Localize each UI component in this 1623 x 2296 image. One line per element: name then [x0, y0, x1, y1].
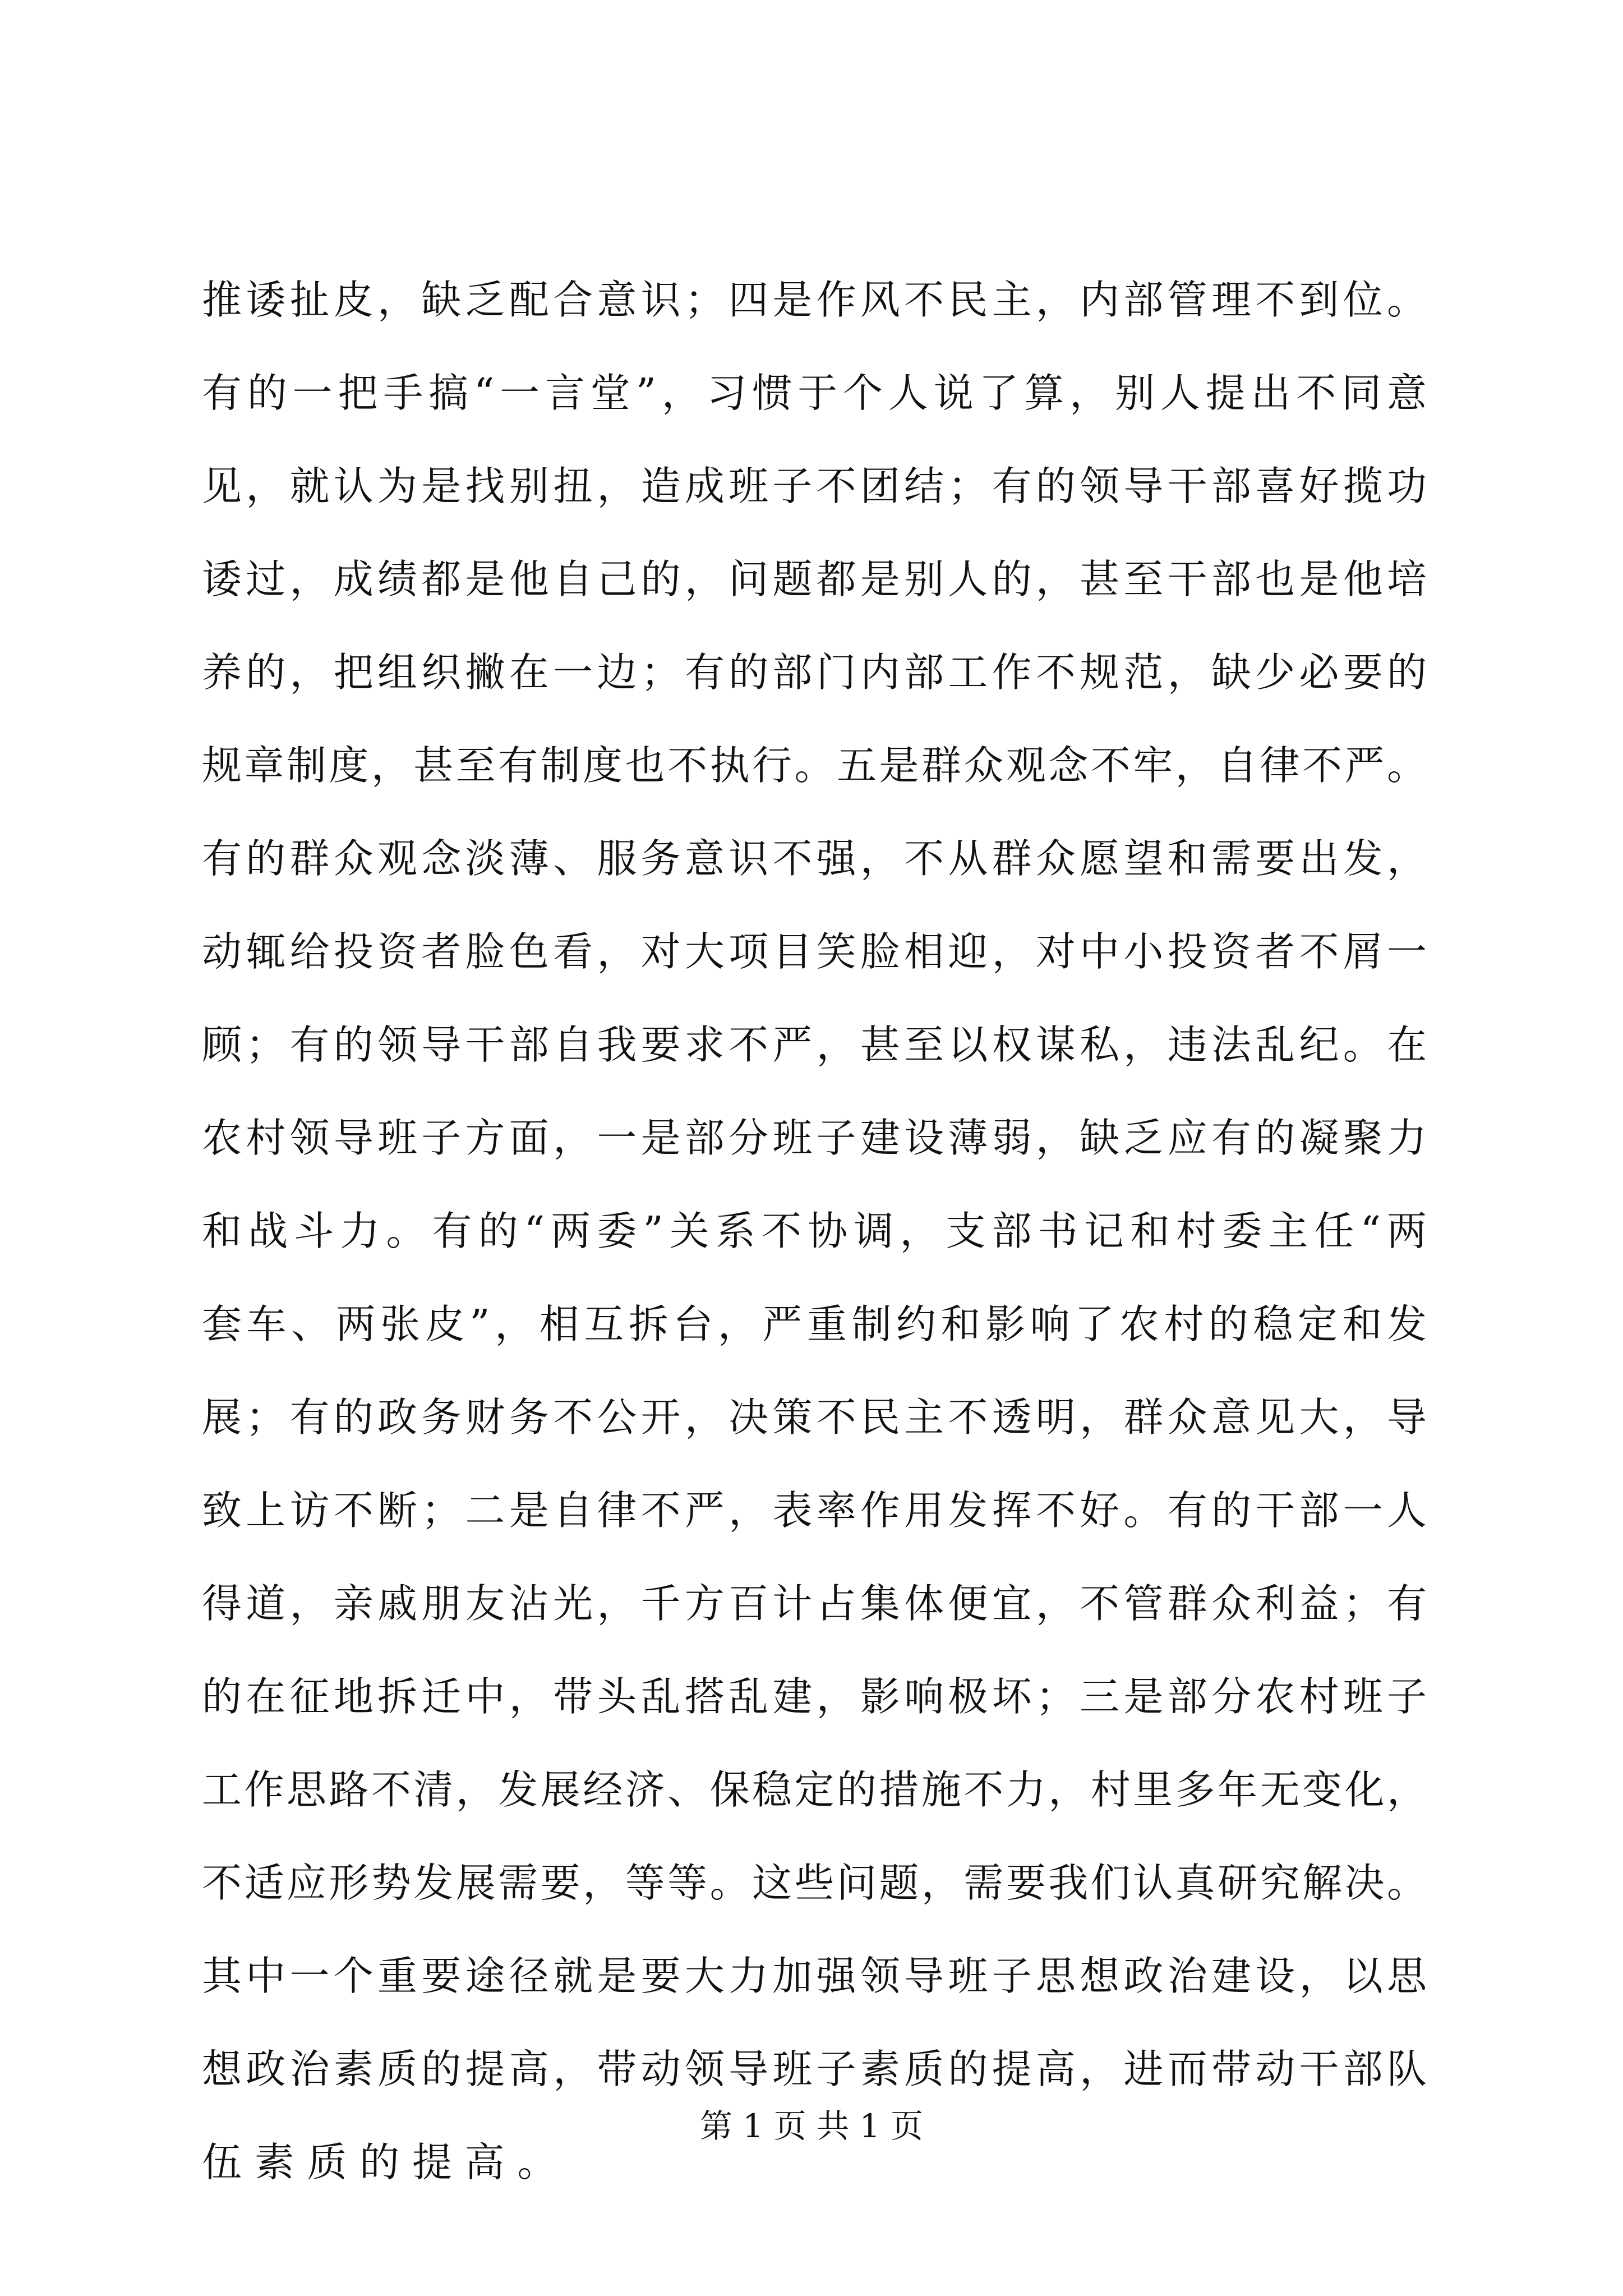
text-line: 的在征地拆迁中，带头乱搭乱建，影响极坏；三是部分农村班子: [202, 1673, 1427, 1720]
text-line: 诿过，成绩都是他自己的，问题都是别人的，甚至干部也是他培: [202, 556, 1427, 602]
text-line: 动辄给投资者脸色看，对大项目笑脸相迎，对中小投资者不屑一: [202, 928, 1427, 975]
text-line: 不适应形势发展需要，等等。这些问题，需要我们认真研究解决。: [202, 1860, 1427, 1906]
text-line: 规章制度，甚至有制度也不执行。五是群众观念不牢，自律不严。: [202, 742, 1427, 789]
text-line: 和战斗力。有的“两委”关系不协调，支部书记和村委主任“两: [202, 1208, 1427, 1254]
text-line: 想政治素质的提高，带动领导班子素质的提高，进而带动干部队: [202, 2046, 1427, 2092]
text-line: 其中一个重要途径就是要大力加强领导班子思想政治建设，以思: [202, 1953, 1427, 1999]
text-line: 推诿扯皮，缺乏配合意识；四是作风不民主，内部管理不到位。: [202, 277, 1427, 323]
text-line: 展；有的政务财务不公开，决策不民主不透明，群众意见大，导: [202, 1394, 1427, 1441]
text-line: 见，就认为是找别扭，造成班子不团结；有的领导干部喜好揽功: [202, 463, 1427, 509]
text-line: 养的，把组织撇在一边；有的部门内部工作不规范，缺少必要的: [202, 649, 1427, 696]
text-line: 得道，亲戚朋友沾光，千方百计占集体便宜，不管群众利益；有: [202, 1580, 1427, 1627]
text-line: 有的群众观念淡薄、服务意识不强，不从群众愿望和需要出发，: [202, 835, 1427, 882]
text-line: 顾；有的领导干部自我要求不严，甚至以权谋私，违法乱纪。在: [202, 1022, 1427, 1068]
page-number-footer: 第 1 页 共 1 页: [700, 2107, 923, 2145]
text-line: 有的一把手搞“一言堂”，习惯于个人说了算，别人提出不同意: [202, 370, 1427, 416]
text-line: 工作思路不清，发展经济、保稳定的措施不力，村里多年无变化，: [202, 1766, 1427, 1813]
text-line-last: 伍素质的提高。: [202, 2139, 570, 2185]
body-paragraph: [202, 254, 1427, 2209]
text-line: 致上访不断；二是自律不严，表率作用发挥不好。有的干部一人: [202, 1487, 1427, 1534]
text-line: 农村领导班子方面，一是部分班子建设薄弱，缺乏应有的凝聚力: [202, 1115, 1427, 1161]
text-line: 套车、两张皮”，相互拆台，严重制约和影响了农村的稳定和发: [202, 1301, 1427, 1347]
